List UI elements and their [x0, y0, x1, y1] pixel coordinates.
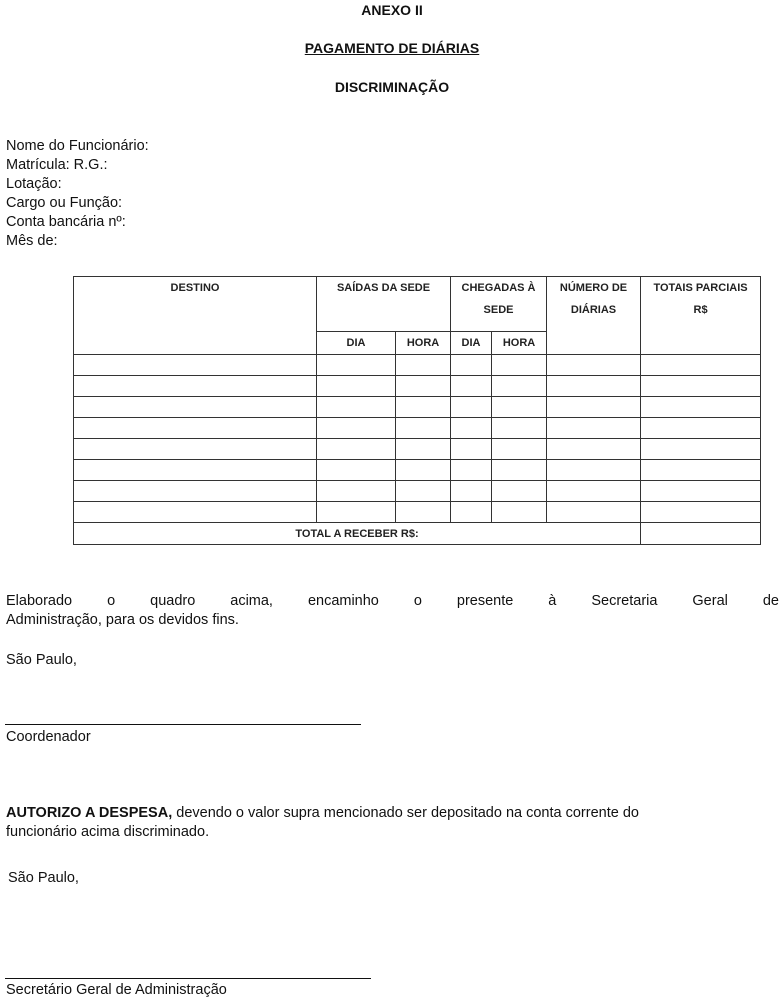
document-subtitle: DISCRIMINAÇÃO [334, 79, 450, 95]
paragraph-autorizo [6, 804, 779, 842]
col-chegadas: CHEGADAS À SEDE [451, 277, 547, 332]
field-lotacao: Lotação: [6, 176, 62, 192]
table-header-row [74, 277, 761, 332]
table-row[interactable] [74, 376, 761, 397]
signature-line-coordenador [5, 724, 361, 725]
table-row[interactable] [74, 397, 761, 418]
col-chegadas-dia: DIA [451, 332, 492, 355]
col-destino: DESTINO [74, 277, 317, 355]
diarias-table [73, 276, 761, 545]
table-total-row [74, 523, 761, 545]
col-numero-diarias: NÚMERO DE DIÁRIAS [547, 277, 641, 355]
signature-secretario: Secretário Geral de Administração [6, 982, 227, 998]
col-saidas: SAÍDAS DA SEDE [317, 277, 451, 332]
paragraph-elaborado [6, 592, 779, 630]
table-row[interactable] [74, 355, 761, 376]
field-matricula: Matrícula: R.G.: [6, 157, 108, 173]
table-row[interactable] [74, 460, 761, 481]
city-date-2: São Paulo, [8, 870, 79, 886]
field-list [6, 137, 149, 251]
table-row[interactable] [74, 418, 761, 439]
total-label: TOTAL A RECEBER R$: [74, 523, 641, 545]
annex-title: ANEXO II [361, 2, 423, 18]
col-chegadas-hora: HORA [492, 332, 547, 355]
col-saidas-dia: DIA [317, 332, 396, 355]
city-date-1: São Paulo, [6, 652, 77, 668]
table-row[interactable] [74, 502, 761, 523]
document-title: PAGAMENTO DE DIÁRIAS [304, 40, 480, 56]
paragraph-autorizo-line2: funcionário acima discriminado. [6, 824, 210, 840]
signature-line-secretario [5, 978, 371, 979]
signature-coordenador: Coordenador [6, 729, 91, 745]
col-saidas-hora: HORA [396, 332, 451, 355]
paragraph-elaborado-line2: Administração, para os devidos fins. [6, 612, 239, 628]
paragraph-autorizo-line1: AUTORIZO A DESPESA, devendo o valor supra mencionado ser depositado na conta corrente do [6, 805, 639, 821]
table-row[interactable] [74, 481, 761, 502]
field-nome: Nome do Funcionário: [6, 138, 149, 154]
field-conta: Conta bancária nº: [6, 214, 126, 230]
table-row[interactable] [74, 439, 761, 460]
field-cargo: Cargo ou Função: [6, 195, 123, 211]
field-mes: Mês de: [6, 233, 58, 249]
total-value-cell[interactable] [641, 523, 761, 545]
col-totais-parciais: TOTAIS PARCIAIS R$ [641, 277, 761, 355]
paragraph-elaborado-line1: Elaborado o quadro acima, encaminho o presente à Secretaria Geral de [6, 593, 779, 609]
